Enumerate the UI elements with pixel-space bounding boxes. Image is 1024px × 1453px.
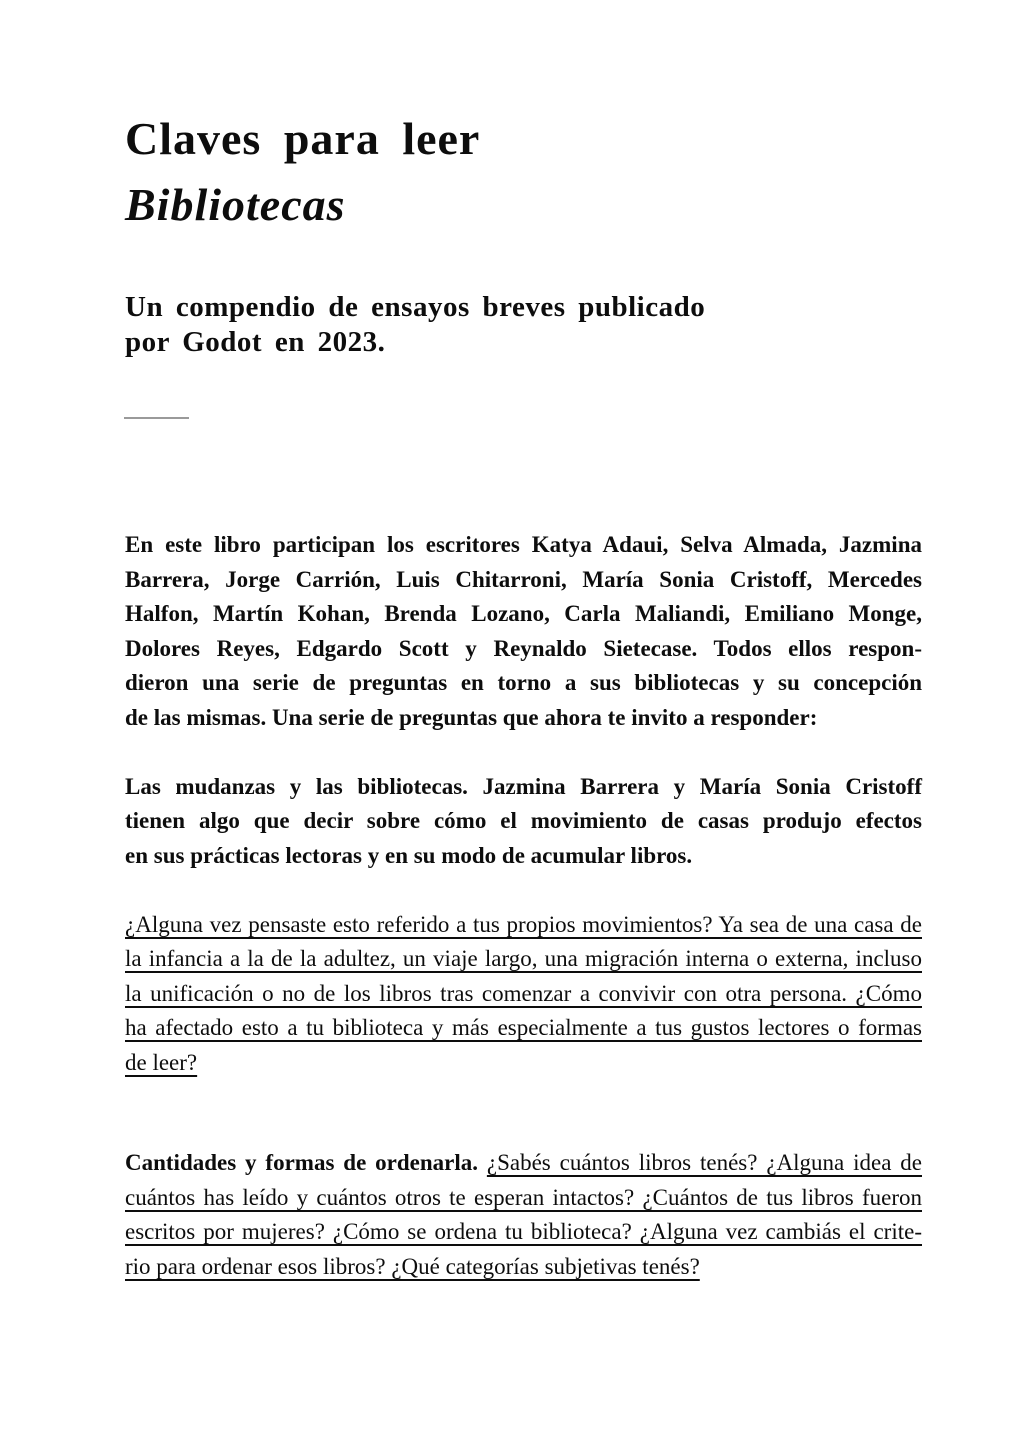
paragraph: [125, 770, 922, 874]
section-divider: [124, 417, 189, 419]
underlined-text: de leer?: [125, 1049, 198, 1075]
underlined-text: cuántos has leído y cuántos otros te esperan intactos? ¿Cuántos de tus libros fueron: [125, 1184, 922, 1210]
underlined-text: ha afectado esto a tu biblioteca y más especialmente a tus gustos lectores o formas: [125, 1015, 922, 1040]
underlined-text: ¿Alguna vez pensaste esto referido a tus propios movimientos? Ya sea de una casa de: [125, 911, 922, 937]
text-line: [125, 942, 922, 977]
text-line: dieron una serie de preguntas en torno a sus bibliotecas y su concepción: [125, 670, 922, 695]
text-line: [125, 1181, 922, 1216]
text-line: [125, 1046, 922, 1081]
underlined-text: ¿Sabés cuántos libros tenés? ¿Alguna idea de: [486, 1150, 922, 1175]
paragraphs: [125, 528, 922, 1284]
page-title-line1: Claves para leer: [125, 113, 481, 164]
paragraph: [125, 528, 922, 735]
bold-lead-text: Cantidades y formas de ordenarla.: [125, 1150, 478, 1175]
text-line: en sus prácticas lectoras y en su modo de acumular libros.: [125, 842, 693, 868]
text-line: [125, 1215, 922, 1250]
text-line: Dolores Reyes, Edgardo Scott y Reynaldo Sietecase. Todos ellos respon-: [125, 635, 922, 661]
text-line: de las mismas. Una serie de preguntas que ahora te invito a responder:: [125, 704, 818, 730]
underlined-text: la unificación o no de los libros tras comenzar a convivir con otra persona. ¿Cómo: [125, 980, 922, 1006]
text-line: Las mudanzas y las bibliotecas. Jazmina Barrera y María Sonia Cristoff: [125, 773, 922, 799]
text-line: [125, 1146, 922, 1181]
paragraph: [125, 908, 922, 1081]
text-line: tienen algo que decir sobre cómo el movimiento de casas produjo efectos: [125, 808, 922, 833]
text-line: Barrera, Jorge Carrión, Luis Chitarroni, María Sonia Cristoff, Mercedes: [125, 566, 922, 592]
page-title-line2: Bibliotecas: [125, 179, 346, 230]
page-subtitle-line2: por Godot en 2023.: [125, 325, 386, 358]
page-title: [125, 106, 480, 238]
text-line: [125, 1250, 922, 1285]
underlined-text: la infancia a la de la adultez, un viaje largo, una migración interna o externa, incluso: [125, 946, 922, 971]
text-line: [125, 908, 922, 943]
text-line: [125, 1011, 922, 1046]
text-line: En este libro participan los escritores Katya Adaui, Selva Almada, Jazmina: [125, 532, 922, 557]
page-subtitle-line1: Un compendio de ensayos breves publicado: [125, 291, 706, 323]
text-line: [125, 977, 922, 1012]
underlined-text: rio para ordenar esos libros? ¿Qué categorías subjetivas tenés?: [125, 1253, 700, 1279]
text-line: Halfon, Martín Kohan, Brenda Lozano, Carla Maliandi, Emiliano Monge,: [125, 601, 922, 626]
underlined-text: escritos por mujeres? ¿Cómo se ordena tu biblioteca? ¿Alguna vez cambiás el crite-: [125, 1219, 922, 1244]
paragraph: [125, 1146, 922, 1284]
page-subtitle: [125, 290, 705, 359]
